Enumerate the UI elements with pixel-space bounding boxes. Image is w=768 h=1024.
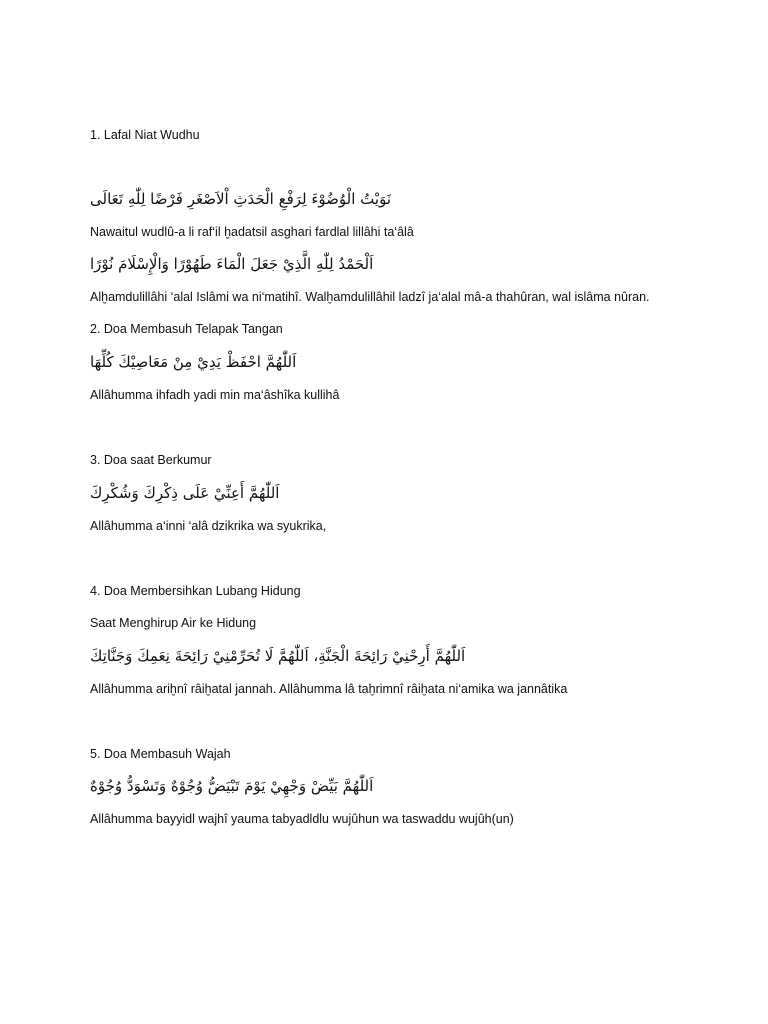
section-heading: 1. Lafal Niat Wudhu xyxy=(90,128,200,142)
section-subheading: Saat Menghirup Air ke Hidung xyxy=(90,616,257,630)
transliteration-text: Nawaitul wudlû-a li raf‘il ḫadatsil asghari fardlal lillâhi ta‘âlâ xyxy=(90,225,414,239)
section-heading: 3. Doa saat Berkumur xyxy=(90,453,212,467)
section-heading: 4. Doa Membersihkan Lubang Hidung xyxy=(90,584,301,598)
arabic-text: نَوَيْتُ الْوُضُوْءَ لِرَفْعِ الْحَدَثِ اْلاَصْغَرِ فَرْضًا لِلّٰهِ تَعَالَى xyxy=(90,190,392,208)
transliteration-text: Allâhumma ariḫnî râiḫatal jannah. Allâhumma lâ taḫrimnî râiḫata ni‘amika wa jannâtika xyxy=(90,682,568,696)
arabic-text: اَللّٰهُمَّ أَرِحْنِيْ رَائِحَةَ الْجَنَّةِ، اَللّٰهُمَّ لَا تُحَرِّمْنِيْ رَائِحَةَ نِعَمِكَ وَجَنَّاتِكَ xyxy=(90,647,466,665)
section-heading: 5. Doa Membasuh Wajah xyxy=(90,747,231,761)
transliteration-text: Allâhumma a‘inni ‘alâ dzikrika wa syukrika, xyxy=(90,519,327,533)
arabic-text: اَلْحَمْدُ لِلّٰهِ الَّذِيْ جَعَلَ الْمَاءَ طَهُوْرًا وَالْإِسْلَامَ نُوْرًا xyxy=(90,255,374,273)
transliteration-text: Allâhumma bayyidl wajhî yauma tabyadldlu wujûhun wa taswaddu wujûh(un) xyxy=(90,812,514,826)
section-heading: 2. Doa Membasuh Telapak Tangan xyxy=(90,322,283,336)
arabic-text: اَللّٰهُمَّ أَعِنِّيْ عَلَى ذِكْرِكَ وَشُكْرِكَ xyxy=(90,484,280,502)
arabic-text: اَللّٰهُمَّ احْفَظْ يَدِيْ مِنْ مَعَاصِيْكَ كُلِّهَا xyxy=(90,353,297,371)
transliteration-text: Allâhumma ihfadh yadi min ma‘âshîka kullihâ xyxy=(90,388,340,402)
transliteration-text: Alḫamdulillâhi ‘alal Islâmi wa ni‘matihî. Walḫamdulillâhil ladzî ja‘alal mâ-a thahûran, wal islâma nûran. xyxy=(90,290,650,304)
arabic-text: اَللّٰهُمَّ بَيِّضْ وَجْهِيْ يَوْمَ تَبْيَضُّ وُجُوْهٌ وَتَسْوَدُّ وُجُوْهٌ xyxy=(90,777,374,795)
